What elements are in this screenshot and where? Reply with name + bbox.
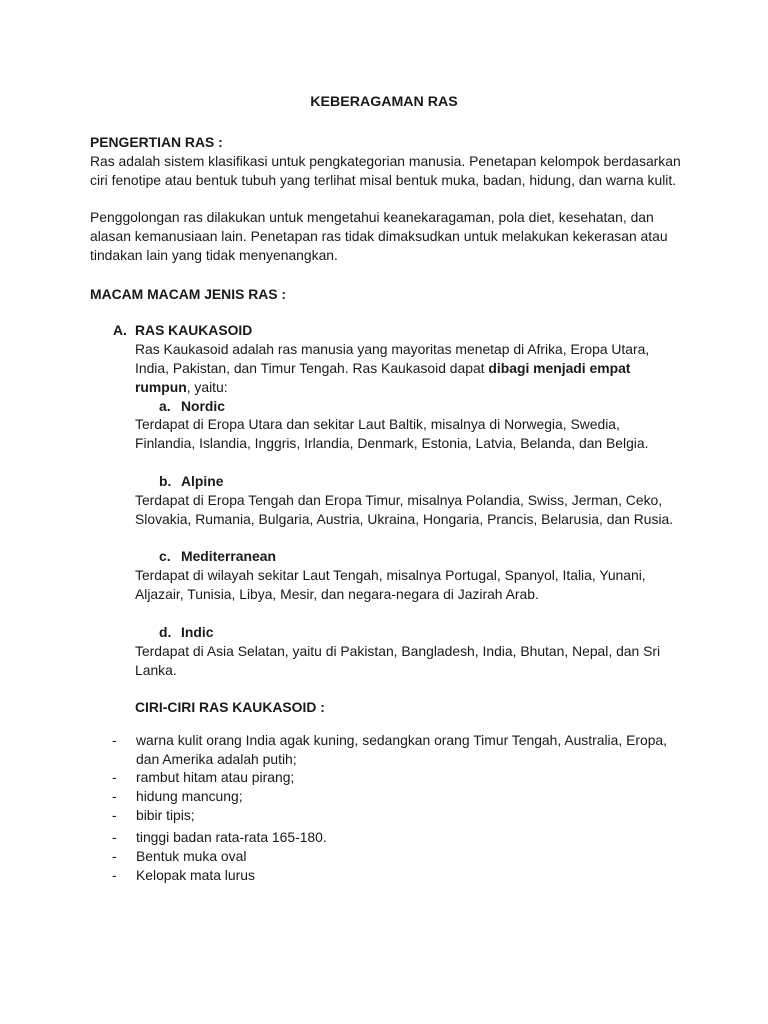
list-item-text: rambut hitam atau pirang;	[136, 769, 295, 785]
paragraph-line: Terdapat di Eropa Utara dan sekitar Laut Baltik, misalnya di Norwegia, Swedia,	[135, 416, 620, 432]
subtype-desc-mediterranean	[135, 566, 646, 604]
list-item-text: tinggi badan rata-rata 165-180.	[136, 829, 327, 845]
list-item-text: Bentuk muka oval	[136, 848, 247, 864]
list-dash: -	[112, 807, 117, 823]
section-a-title: RAS KAUKASOID	[135, 322, 253, 338]
intro-bold-text: dibagi menjadi empat	[488, 360, 631, 376]
list-item-text	[136, 731, 667, 769]
paragraph-line: Finlandia, Islandia, Inggris, Irlandia, Denmark, Estonia, Latvia, Belanda, dan Belgia.	[135, 435, 649, 451]
list-dash: -	[112, 867, 117, 883]
paragraph-line: ciri fenotipe atau bentuk tubuh yang terlihat misal bentuk muka, badan, hidung, dan warna kulit.	[90, 172, 677, 188]
paragraph-line: Aljazair, Tunisia, Libya, Mesir, dan negara-negara di Jazirah Arab.	[135, 586, 539, 602]
subtype-desc-nordic	[135, 415, 648, 453]
subtype-name: Mediterranean	[181, 548, 276, 564]
paragraph-line: Slovakia, Rumania, Bulgaria, Austria, Ukraina, Hongaria, Prancis, Belarusia, dan Rusia.	[135, 511, 674, 527]
list-dash: -	[112, 732, 117, 748]
pengertian-section	[90, 133, 681, 190]
subtype-heading-alpine	[159, 472, 223, 491]
document-title: KEBERAGAMAN RAS	[310, 94, 458, 110]
intro-plain-text: India, Pakistan, dan Timur Tengah. Ras Kaukasoid dapat	[135, 360, 489, 376]
intro-plain-text: , yaitu:	[186, 379, 228, 395]
subtype-desc-alpine	[135, 491, 673, 529]
paragraph-line: alasan kemanusiaan lain. Penetapan ras tidak dimaksudkan untuk melakukan kekerasan atau	[90, 228, 668, 244]
list-item-line: warna kulit orang India agak kuning, sedangkan orang Timur Tengah, Australia, Eropa,	[136, 732, 668, 748]
list-item-line: dan Amerika adalah putih;	[136, 751, 297, 767]
list-item-text: bibir tipis;	[136, 807, 195, 823]
paragraph-line: Terdapat di wilayah sekitar Laut Tengah, misalnya Portugal, Spanyol, Italia, Yunani,	[135, 567, 646, 583]
section-a-intro	[135, 340, 649, 397]
subtype-marker: c.	[159, 548, 171, 564]
ciri-heading: CIRI-CIRI RAS KAUKASOID :	[135, 699, 325, 715]
subtype-heading-nordic	[159, 397, 225, 416]
paragraph-line: Ras Kaukasoid adalah ras manusia yang mayoritas menetap di Afrika, Eropa Utara,	[135, 341, 650, 357]
list-dash: -	[112, 788, 117, 804]
subtype-name: Indic	[181, 624, 214, 640]
intro-bold-text: rumpun	[135, 379, 187, 395]
subtype-marker: b.	[159, 473, 172, 489]
paragraph-line	[135, 359, 649, 378]
paragraph-line	[135, 378, 649, 397]
paragraph-line: Penggolongan ras dilakukan untuk mengetahui keanekaragaman, pola diet, kesehatan, dan	[90, 209, 654, 225]
paragraph-line: tindakan lain yang tidak menyenangkan.	[90, 247, 338, 263]
subtype-heading-mediterranean	[159, 547, 276, 566]
list-dash: -	[112, 848, 117, 864]
subtype-heading-indic	[159, 623, 213, 642]
pengertian-paragraph-2	[90, 208, 668, 265]
subtype-marker: a.	[159, 398, 171, 414]
paragraph-line: Terdapat di Eropa Tengah dan Eropa Timur, misalnya Polandia, Swiss, Jerman, Ceko,	[135, 492, 663, 508]
section-a-marker: A.	[113, 322, 127, 338]
paragraph-line: Terdapat di Asia Selatan, yaitu di Pakistan, Bangladesh, India, Bhutan, Nepal, dan Sri	[135, 643, 661, 659]
subtype-name: Nordic	[181, 398, 225, 414]
paragraph-line: Lanka.	[135, 662, 177, 678]
list-item-text: Kelopak mata lurus	[136, 867, 255, 883]
list-dash: -	[112, 829, 117, 845]
subtype-name: Alpine	[181, 473, 224, 489]
subtype-desc-indic	[135, 642, 660, 680]
list-item-text: hidung mancung;	[136, 788, 243, 804]
macam-heading: MACAM MACAM JENIS RAS :	[90, 286, 287, 302]
subtype-marker: d.	[159, 624, 172, 640]
paragraph-line: Ras adalah sistem klasifikasi untuk pengkategorian manusia. Penetapan kelompok berdasarkan	[90, 153, 681, 169]
list-dash: -	[112, 769, 117, 785]
section-a-heading	[113, 321, 252, 340]
pengertian-paragraph-1	[90, 152, 681, 190]
pengertian-heading: PENGERTIAN RAS :	[90, 134, 223, 150]
